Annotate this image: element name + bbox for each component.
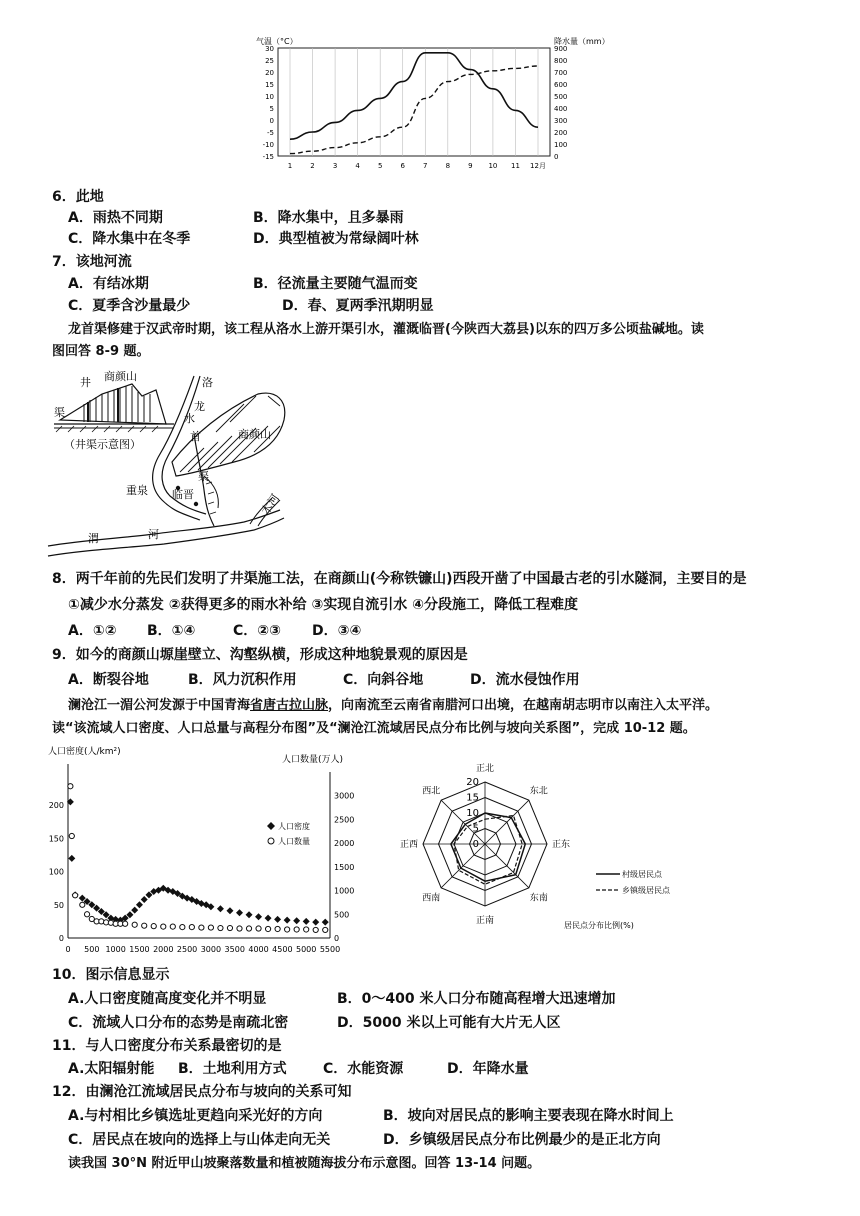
precipitation-line: [290, 66, 538, 154]
q9-option-d[interactable]: D．流水侵蚀作用: [470, 672, 580, 688]
density-point: [274, 916, 281, 923]
radar-direction-label: 正北: [475, 764, 495, 774]
count-point: [189, 924, 194, 929]
temp-tick-label: -5: [267, 129, 274, 137]
q12-option-c[interactable]: C．居民点在坡向的选择上与山体走向无关: [68, 1132, 331, 1148]
count-point: [208, 925, 213, 930]
pop-count-points: [68, 784, 328, 933]
precip-tick-label: 600: [554, 81, 568, 89]
q6-option-b[interactable]: B．降水集中，且多暴雨: [253, 210, 404, 226]
elevation-tick-label: 0: [65, 945, 71, 954]
month-tick-label: 2: [310, 162, 315, 170]
count-point: [313, 927, 318, 932]
temperature-axis-title: 气温（°C）: [256, 37, 298, 46]
count-tick-label: 3000: [334, 791, 355, 801]
q6-option-c[interactable]: C．降水集中在冬季: [68, 231, 191, 247]
density-point: [293, 917, 300, 924]
q12-option-a[interactable]: A.与村相比乡镇选址更趋向采光好的方向: [68, 1108, 323, 1124]
count-point: [199, 925, 204, 930]
pop-density-ticks: [49, 801, 64, 943]
month-tick-label: 12月: [530, 162, 546, 170]
month-tick-label: 9: [468, 162, 473, 170]
q6-option-d[interactable]: D．典型植被为常绿阔叶林: [253, 231, 419, 247]
inset-well-label: 井: [80, 376, 91, 389]
radar-ring-label: 10: [466, 808, 479, 819]
inset-ground-hatch: [56, 426, 158, 432]
linjin-label: 临晋: [172, 488, 194, 501]
legend-town-label: 乡镇级居民点: [622, 886, 670, 895]
count-point: [323, 927, 328, 932]
count-tick-label: 2500: [334, 815, 355, 825]
q7-option-d[interactable]: D．春、夏两季汛期明显: [282, 298, 434, 314]
elevation-tick-label: 1500: [129, 945, 150, 954]
temp-tick-label: -10: [262, 141, 274, 149]
month-tick-label: 8: [445, 162, 451, 170]
temperature-line: [290, 53, 538, 139]
radar-grid: [423, 782, 547, 906]
elevation-tick-label: 2000: [153, 945, 174, 954]
count-point: [256, 926, 261, 931]
count-point: [170, 924, 175, 929]
elevation-tick-label: 2500: [176, 945, 198, 954]
count-point: [180, 924, 185, 929]
density-point: [68, 855, 75, 862]
temp-tick-label: 0: [269, 117, 274, 125]
radar-direction-label: 东南: [529, 893, 548, 904]
q8-option-b[interactable]: B．①④: [147, 623, 196, 639]
density-point: [265, 915, 272, 922]
q10-stem: 10．图示信息显示: [52, 967, 170, 983]
count-point: [294, 927, 299, 932]
intro-10-12-line2: 读“该流域人口密度、人口总量与高程分布图”及“澜沧江流域居民点分布比例与坡向关系图”，完成 10-12 题。: [52, 721, 696, 736]
radar-ring-label: 15: [466, 792, 479, 804]
intro-13-14: 读我国 30°N 附近甲山坡聚落数量和植被随海拔分布示意图。回答 13-14 问题。: [68, 1156, 541, 1171]
climate-grid: [290, 48, 538, 156]
pop-density-points: [67, 798, 329, 925]
radar-direction-label: 西南: [422, 893, 441, 904]
count-point: [142, 923, 147, 928]
q8-option-c[interactable]: C．②③: [233, 623, 281, 639]
density-tick-label: 200: [48, 801, 64, 811]
precip-tick-label: 400: [554, 105, 568, 113]
count-point: [69, 833, 74, 838]
q11-option-b[interactable]: B．土地利用方式: [178, 1061, 287, 1077]
count-point: [151, 924, 156, 929]
q11-stem: 11．与人口密度分布关系最密切的是: [52, 1038, 282, 1054]
radar-ring-label: 0: [472, 839, 479, 850]
intro-10-12-part-a: 澜沧江一湄公河发源于中国青海: [68, 698, 251, 713]
count-point: [227, 925, 232, 930]
q12-stem: 12．由澜沧江流域居民点分布与坡向的关系可知: [52, 1084, 352, 1100]
canal-label: 渠: [198, 470, 209, 483]
elevation-tick-label: 4000: [248, 945, 269, 954]
density-point: [217, 905, 224, 912]
count-tick-label: 500: [334, 910, 350, 920]
count-point: [123, 921, 128, 926]
intro-8-9-line2: 图回答 8-9 题。: [52, 344, 150, 359]
wei-label-b: 河: [148, 528, 159, 541]
month-tick-label: 6: [400, 162, 405, 170]
q7-option-b[interactable]: B．径流量主要随气温而变: [253, 276, 418, 292]
precip-tick-label: 700: [554, 69, 568, 77]
count-point: [304, 927, 309, 932]
q9-option-a[interactable]: A．断裂谷地: [68, 672, 149, 688]
precip-tick-label: 200: [554, 129, 568, 137]
count-tick-label: 1500: [334, 862, 355, 872]
temp-tick-label: 25: [265, 57, 274, 65]
density-point: [322, 919, 329, 926]
pop-legend: [267, 821, 310, 846]
temp-tick-label: 5: [269, 105, 274, 113]
precipitation-axis-title: 降水量（mm）: [554, 37, 610, 46]
radar-ring-label: 20: [466, 777, 479, 788]
count-point: [265, 926, 270, 931]
precip-tick-label: 100: [554, 141, 568, 149]
precip-tick-label: 800: [554, 57, 568, 65]
inset-channel-label: 渠: [54, 406, 65, 419]
elevation-tick-label: 4500: [272, 945, 293, 954]
precip-tick-label: 0: [554, 153, 559, 161]
legend-village-label: 村级居民点: [622, 870, 662, 879]
count-point: [161, 924, 166, 929]
temp-tick-label: 10: [265, 93, 274, 101]
radar-ring-label: 5: [472, 823, 479, 835]
temp-tick-label: 20: [265, 69, 274, 77]
settlement-aspect-radar: [380, 764, 710, 962]
count-point: [73, 893, 78, 898]
count-point: [68, 784, 73, 789]
density-point: [226, 907, 233, 914]
intro-10-12-line1: [68, 697, 718, 715]
month-tick-label: 7: [423, 162, 428, 170]
count-tick-label: 0: [334, 934, 340, 943]
density-tick-label: 100: [48, 867, 64, 877]
density-tick-label: 150: [48, 834, 64, 844]
population-elevation-chart: [44, 742, 364, 960]
elevation-tick-label: 5000: [296, 945, 317, 954]
shangyan-right-label: 商颜山: [238, 428, 271, 441]
count-point: [132, 922, 137, 927]
precip-tick-label: 300: [554, 117, 568, 125]
q6-stem: 6．此地: [52, 189, 104, 205]
wei-label-a: 渭: [88, 532, 99, 545]
elevation-tick-label: 3500: [224, 945, 245, 954]
q10-option-c[interactable]: C．流域人口分布的态势是南疏北密: [68, 1015, 289, 1031]
climate-plot-frame: [278, 48, 550, 156]
temp-tick-label: 30: [265, 45, 274, 53]
q8-option-a[interactable]: A．①②: [68, 623, 117, 639]
density-point: [312, 919, 319, 926]
wei-river-north-bank: [48, 510, 280, 546]
longshou-label-a: 龙: [194, 400, 205, 413]
mu-river-label: 木河: [258, 491, 283, 518]
elevation-tick-label: 5500: [319, 945, 341, 954]
longshou-canal-map: [44, 364, 294, 560]
precipitation-axis-ticks: [554, 45, 567, 161]
month-tick-label: 1: [287, 162, 293, 170]
temp-tick-label: -15: [262, 153, 274, 161]
q10-option-d[interactable]: D．5000 米以上可能有大片无人区: [337, 1015, 561, 1031]
q8-statements: ①减少水分蒸发 ②获得更多的雨水补给 ③实现自流引水 ④分段施工，降低工程难度: [68, 597, 579, 613]
chongquan-label: 重泉: [126, 484, 148, 497]
inset-mountain-label: 商颜山: [104, 370, 137, 383]
inset-caption: （井渠示意图）: [64, 438, 141, 451]
luo-river-label-a: 洛: [202, 376, 213, 389]
q9-stem: 9．如今的商颜山塬崖壁立、沟壑纵横，形成这种地貌景观的原因是: [52, 647, 468, 663]
q11-option-d[interactable]: D．年降水量: [447, 1061, 529, 1077]
elevation-ticks: [65, 945, 340, 954]
radar-ring-ticks: [466, 777, 479, 850]
density-tick-label: 50: [53, 900, 64, 910]
climate-chart: [250, 34, 610, 182]
q10-option-a[interactable]: A.人口密度随高度变化并不明显: [68, 991, 267, 1007]
q12-option-d[interactable]: D．乡镇级居民点分布比例最少的是正北方向: [383, 1132, 661, 1148]
density-point: [136, 901, 143, 908]
count-tick-label: 1000: [334, 886, 355, 896]
precip-tick-label: 900: [554, 45, 568, 53]
precip-tick-label: 500: [554, 93, 568, 101]
density-point: [284, 917, 291, 924]
legend-density-marker: [267, 822, 275, 830]
month-tick-label: 3: [332, 162, 338, 170]
temperature-axis-ticks: [263, 45, 274, 161]
wei-river-south-bank: [48, 518, 284, 556]
radar-direction-label: 正东: [551, 840, 571, 850]
elevation-tick-label: 1000: [105, 945, 126, 954]
month-tick-label: 4: [355, 162, 360, 170]
q10-option-b[interactable]: B．0～400 米人口分布随高程增大迅速增加: [337, 991, 616, 1007]
q9-option-b[interactable]: B．风力沉积作用: [188, 672, 297, 688]
count-point: [80, 902, 85, 907]
radar-caption: 居民点分布比例(%): [564, 921, 634, 930]
month-tick-label: 10: [488, 162, 498, 170]
density-point: [255, 913, 262, 920]
legend-count-label: 人口数量: [278, 837, 310, 846]
q8-option-d[interactable]: D．③④: [312, 623, 362, 639]
count-point: [246, 926, 251, 931]
density-point: [246, 911, 253, 918]
elevation-tick-label: 500: [84, 945, 100, 954]
count-point: [218, 925, 223, 930]
q7-stem: 7．该地河流: [52, 254, 132, 270]
count-point: [237, 926, 242, 931]
legend-count-marker: [268, 838, 274, 844]
density-point: [303, 918, 310, 925]
month-tick-label: 11: [510, 162, 520, 170]
count-tick-label: 2000: [334, 839, 355, 849]
q12-option-b[interactable]: B．坡向对居民点的影响主要表现在降水时间上: [383, 1108, 674, 1124]
q8-stem: 8．两千年前的先民们发明了井渠施工法，在商颜山(今称铁镰山)西段开凿了中国最古老的引水隧洞，主要目的是: [52, 571, 747, 587]
q11-option-a[interactable]: A.太阳辐射能: [68, 1061, 155, 1077]
linjin-dot: [194, 502, 198, 506]
density-point: [141, 896, 148, 903]
count-point: [285, 927, 290, 932]
q11-option-c[interactable]: C．水能资源: [323, 1061, 404, 1077]
q9-option-c[interactable]: C．向斜谷地: [343, 672, 424, 688]
longshou-label-b: 首: [190, 430, 201, 443]
pop-count-axis-title: 人口数量(万人): [282, 755, 344, 765]
density-point: [131, 907, 138, 914]
q7-option-a[interactable]: A．有结冰期: [68, 276, 149, 292]
count-point: [84, 912, 89, 917]
elevation-tick-label: 3000: [200, 945, 222, 954]
intro-8-9-line1: 龙首渠修建于汉武帝时期，该工程从洛水上游开渠引水，灌溉临晋(今陕西大荔县)以东的四万多公顷盐碱地。读: [68, 322, 704, 337]
radar-direction-label: 正西: [399, 840, 419, 850]
pop-count-ticks: [334, 792, 354, 943]
density-tick-label: 0: [58, 934, 64, 943]
intro-10-12-part-c: ，向南流至云南省南腊河口出境，在越南胡志明市以南注入太平洋。: [328, 698, 719, 713]
month-axis-ticks: [288, 162, 546, 170]
temp-tick-label: 15: [265, 81, 274, 89]
pop-density-axis-title: 人口密度(人/km²): [48, 747, 121, 757]
q6-option-a[interactable]: A．雨热不同期: [68, 210, 163, 226]
count-point: [275, 926, 280, 931]
density-point: [236, 909, 243, 916]
radar-direction-label: 西北: [422, 786, 441, 797]
radar-direction-label: 东北: [529, 786, 548, 797]
legend-density-label: 人口密度: [278, 822, 310, 831]
month-tick-label: 5: [377, 162, 383, 170]
radar-direction-label: 正南: [475, 916, 495, 926]
intro-10-12-part-b: 省唐古拉山脉: [250, 698, 329, 713]
q7-option-c[interactable]: C．夏季含沙量最少: [68, 298, 191, 314]
luo-river-label-b: 水: [184, 412, 195, 425]
